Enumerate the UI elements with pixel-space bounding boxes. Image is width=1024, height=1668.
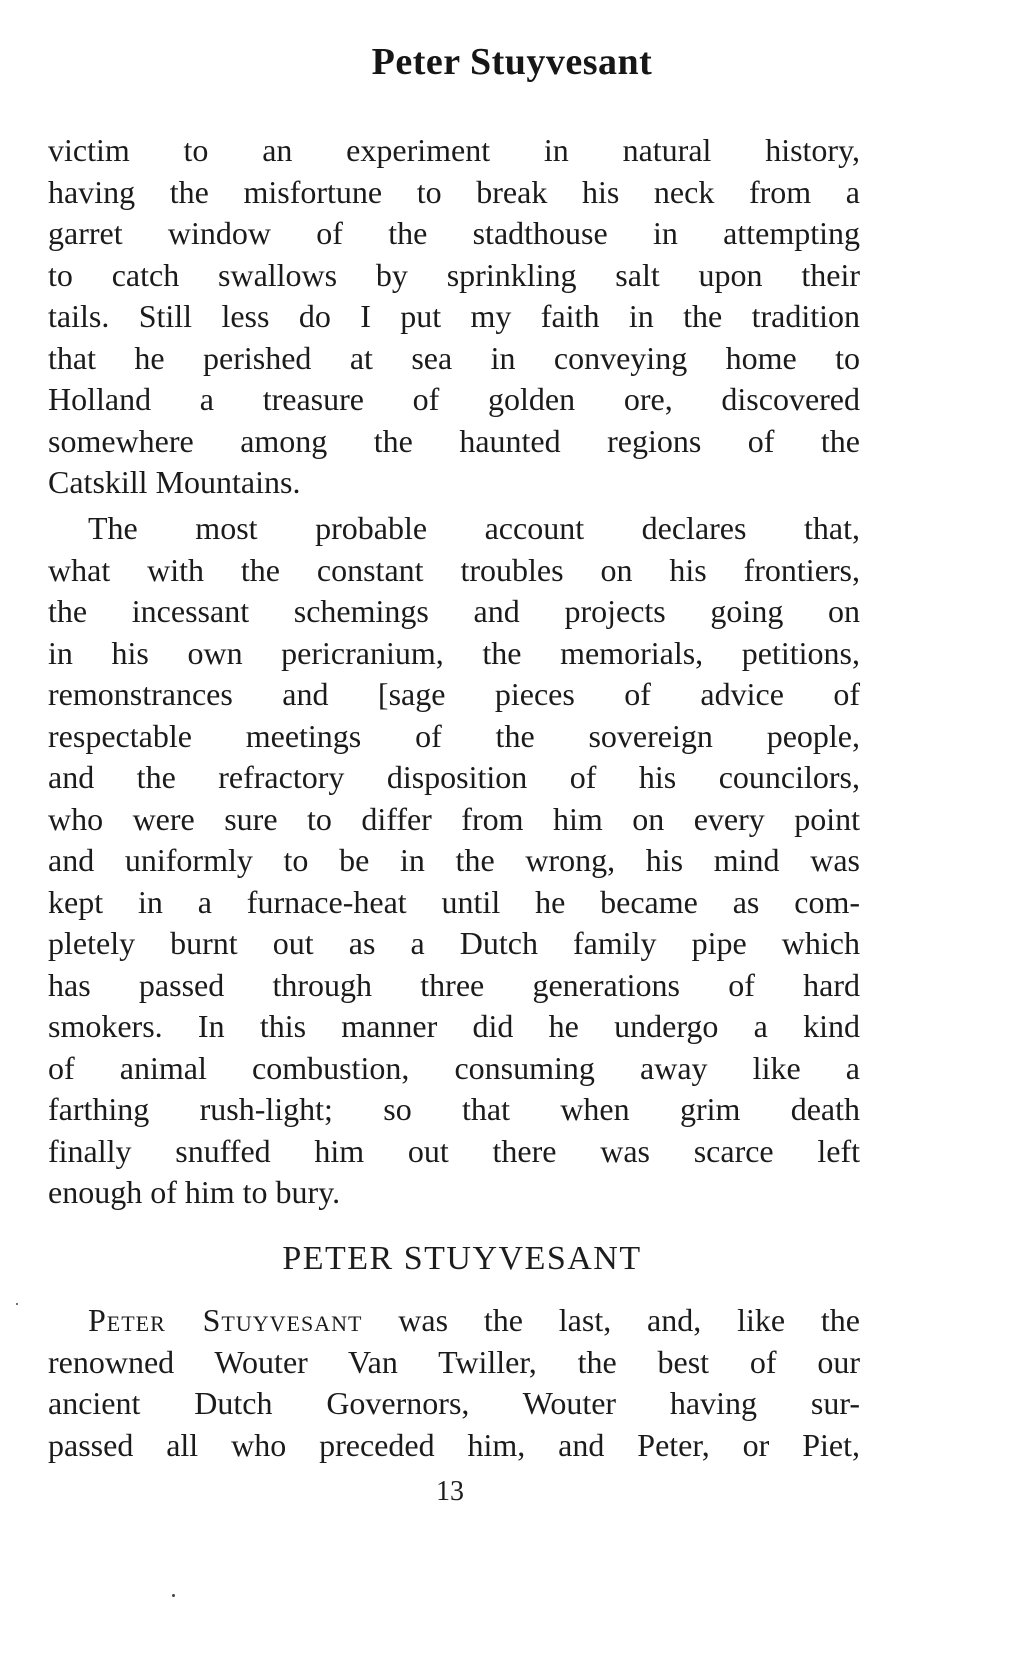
text-line: pletely burnt out as a Dutch family pipe which <box>48 925 860 961</box>
text-line: remonstrances and [sage pieces of advice of <box>48 676 860 712</box>
paragraph-continued <box>48 130 860 504</box>
ink-speck <box>16 1303 18 1305</box>
text-line: who were sure to differ from him on every point <box>48 800 860 837</box>
text-line: tails. Still less do I put my faith in the tradition <box>48 298 860 334</box>
text-line: victim to an experiment in natural history, <box>48 132 860 168</box>
text-line: Catskill Mountains. <box>48 464 301 500</box>
text-line: somewhere among the haunted regions of the <box>48 422 860 459</box>
text-line: Holland a treasure of golden ore, discovered <box>48 381 860 417</box>
text-line: and uniformly to be in the wrong, his mind was <box>48 842 860 878</box>
text-line: renowned Wouter Van Twiller, the best of our <box>48 1343 860 1380</box>
text-line: garret window of the stadthouse in attempting <box>48 215 860 251</box>
text-line: smokers. In this manner did he undergo a kind <box>48 1008 860 1044</box>
text-line: farthing rush-light; so that when grim death <box>48 1091 860 1127</box>
section-heading: PETER STUYVESANT <box>282 1240 642 1277</box>
paragraph-peter-stuyvesant <box>48 1300 860 1466</box>
text-line: having the misfortune to break his neck from a <box>48 173 860 210</box>
text-line: respectable meetings of the sovereign people, <box>48 717 860 754</box>
text-line: ancient Dutch Governors, Wouter having sur- <box>48 1385 860 1421</box>
text-line: in his own pericranium, the memorials, petitions, <box>48 634 860 671</box>
text-line: and the refractory disposition of his councilors, <box>48 759 860 795</box>
text-line: passed all who preceded him, and Peter, or Piet, <box>48 1426 860 1463</box>
running-head: Peter Stuyvesant <box>371 41 653 83</box>
text-line: finally snuffed him out there was scarce left <box>48 1132 860 1169</box>
text-line: to catch swallows by sprinkling salt upon their <box>48 256 860 293</box>
text-line <box>48 1300 860 1342</box>
ink-speck <box>172 1594 175 1597</box>
small-caps-lead-in: Peter Stuyvesant <box>88 1302 363 1338</box>
text-line: has passed through three generations of hard <box>48 966 860 1003</box>
page-number: 13 <box>436 1476 464 1507</box>
text-line: the incessant schemings and projects going on <box>48 593 860 629</box>
text-line: kept in a furnace-heat until he became as com- <box>48 883 860 920</box>
text-line: enough of him to bury. <box>48 1174 341 1210</box>
paragraph-probable-account <box>48 508 860 1214</box>
text-line: that he perished at sea in conveying home to <box>48 339 860 376</box>
text-line: The most probable account declares that, <box>88 510 860 546</box>
first-line-rest: was the last, and, like the <box>362 1302 861 1338</box>
text-line: what with the constant troubles on his frontiers, <box>48 551 860 588</box>
text-line: of animal combustion, consuming away like a <box>48 1049 860 1086</box>
